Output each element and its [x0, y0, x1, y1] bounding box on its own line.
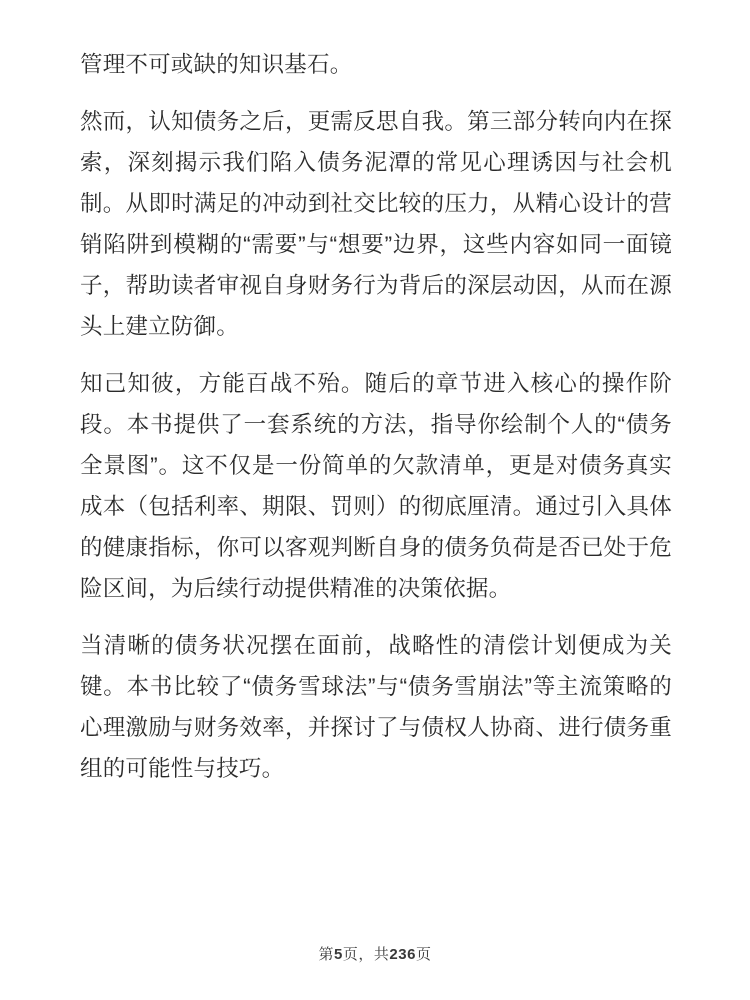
paragraph-3: 知己知彼，方能百战不殆。随后的章节进入核心的操作阶段。本书提供了一套系统的方法，指导你绘制个人的“债务全景图”。这不仅是一份简单的欠款清单，更是对债务真实成本（包括利率、期限、罚则）的彻底厘清。通过引入具体的健康指标，你可以客观判断自身的债务负荷是否已处于危险区间，为后续行动提供精准的决策依据。	[80, 371, 672, 601]
footer-prefix: 第	[318, 946, 335, 963]
footer-suffix: 页	[415, 946, 432, 963]
footer-middle: 页，共	[342, 946, 390, 963]
footer-current-page: 5	[334, 946, 343, 963]
paragraph-4: 当清晰的债务状况摆在面前，战略性的清偿计划便成为关键。本书比较了“债务雪球法”与“债务雪崩法”等主流策略的心理激励与财务效率，并探讨了与债权人协商、进行债务重组的可能性与技巧。	[80, 633, 672, 781]
paragraph-2: 然而，认知债务之后，更需反思自我。第三部分转向内在探索，深刻揭示我们陷入债务泥潭的常见心理诱因与社会机制。从即时满足的冲动到社交比较的压力，从精心设计的营销陷阱到模糊的“需要”与“想要”边界，这些内容如同一面镜子，帮助读者审视自身财务行为背后的深层动因，从而在源头上建立防御。	[80, 109, 672, 339]
footer-total-pages: 236	[389, 946, 416, 963]
page-footer	[0, 943, 750, 964]
paragraph-1: 管理不可或缺的知识基石。	[80, 52, 353, 77]
page-content	[80, 44, 672, 789]
